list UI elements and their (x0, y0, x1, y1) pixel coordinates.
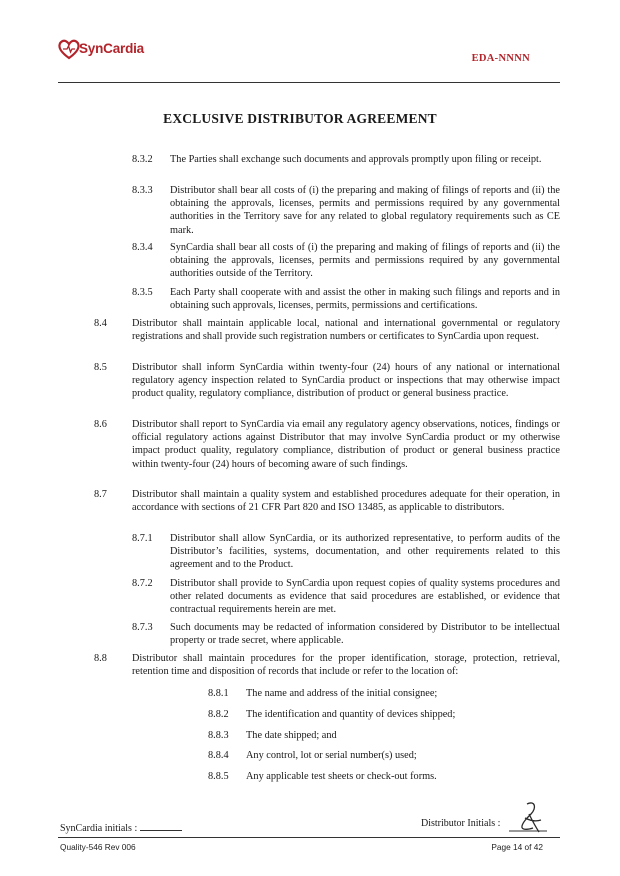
section-number: 8.7.1 (132, 533, 153, 544)
syncardia-logo (58, 38, 178, 64)
section-text: Distributor shall maintain procedures for the proper identification, storage, protection, retrieval, retention time and disposition of records that include or refer to the location of: (132, 653, 560, 678)
list-item-text: Any applicable test sheets or check-out forms. (246, 771, 437, 782)
section-number: 8.8 (94, 653, 107, 664)
list-item-text: The identification and quantity of devices shipped; (246, 709, 456, 720)
section-text: Distributor shall maintain applicable local, national and international governmental or regulatory registrations and shall provide such registration numbers or certificates to SynCardia upon request. (132, 318, 560, 343)
list-item-number: 8.8.2 (208, 709, 229, 720)
section-text: Distributor shall allow SynCardia, or its authorized representative, to perform audits of the Distributor’s facilities, systems, documentation, and other requirements related to this agreement and to the Product. (170, 533, 560, 571)
section-number: 8.5 (94, 362, 107, 373)
section-text: The Parties shall exchange such documents and approvals promptly upon filing or receipt. (170, 154, 542, 165)
page-title: EXCLUSIVE DISTRIBUTOR AGREEMENT (163, 111, 437, 126)
section-text: Each Party shall cooperate with and assist the other in making such filings and reports and in obtaining such approvals, licenses, permits, permissions and certifications. (170, 287, 560, 312)
syncardia-initials-field (60, 821, 182, 834)
header-divider (58, 82, 560, 83)
list-item-text: The date shipped; and (246, 730, 337, 741)
section-text: Such documents may be redacted of information considered by Distributor to be intellectual property or trade secret, where applicable. (170, 622, 560, 647)
section-text: Distributor shall report to SynCardia via email any regulatory agency observations, notices, findings or official regulatory actions against Distributor that may involve SynCardia product or my otherwise impact product quality, regulatory compliance, distribution of product or general business practice within twenty-four (24) hours of becoming aware of such findings. (132, 419, 560, 470)
heart-logo-icon (58, 38, 80, 62)
list-item-text: The name and address of the initial consignee; (246, 688, 438, 699)
distributor-signature-mark (505, 800, 551, 836)
footer-divider (58, 837, 560, 838)
section-number: 8.4 (94, 318, 107, 329)
section-number: 8.3.2 (132, 154, 153, 165)
brand-name: SynCardia (79, 41, 144, 56)
document-number: EDA-NNNN (471, 53, 530, 64)
distributor-initials-field (421, 818, 500, 829)
list-item-number: 8.8.5 (208, 771, 229, 782)
syncardia-initials-line (140, 821, 182, 831)
syncardia-initials-label: SynCardia initials : (60, 823, 138, 834)
section-text: Distributor shall inform SynCardia within twenty-four (24) hours of any national or international regulatory agency inspection related to SynCardia product or inspections that may otherwise impact product quality, regulatory compliance, distribution of product or general business practice. (132, 362, 560, 400)
list-item-text: Any control, lot or serial number(s) used; (246, 750, 417, 761)
list-item-number: 8.8.4 (208, 750, 229, 761)
form-id: Quality-546 Rev 006 (60, 842, 136, 852)
list-item-number: 8.8.1 (208, 688, 229, 699)
section-number: 8.3.4 (132, 242, 153, 253)
section-number: 8.6 (94, 419, 107, 430)
section-text: Distributor shall maintain a quality system and established procedures adequate for their operation, in accordance with sections of 21 CFR Part 820 and ISO 13485, as applicable to distributors. (132, 489, 560, 514)
page-number: Page 14 of 42 (491, 842, 543, 852)
section-text: Distributor shall bear all costs of (i) the preparing and making of filings of reports and (ii) the obtaining the approvals, licenses, permits and permissions required by any governmental authorities in the Territory save for any related to global regulatory requirements such as CE mark. (170, 185, 560, 236)
list-item-number: 8.8.3 (208, 730, 229, 741)
section-number: 8.7.3 (132, 622, 153, 633)
section-number: 8.3.3 (132, 185, 153, 196)
section-text: SynCardia shall bear all costs of (i) the preparing and making of filings of reports and (ii) the obtaining the approvals, licenses, permits and permissions required by any governmental authorities outside of the Territory. (170, 242, 560, 280)
section-text: Distributor shall provide to SynCardia upon request copies of quality systems procedures and other related documents as evidence that said procedures are established, or evidence that contractual requirements herein are met. (170, 578, 560, 616)
section-number: 8.7 (94, 489, 107, 500)
distributor-initials-label: Distributor Initials : (421, 818, 501, 829)
section-number: 8.7.2 (132, 578, 153, 589)
section-number: 8.3.5 (132, 287, 153, 298)
